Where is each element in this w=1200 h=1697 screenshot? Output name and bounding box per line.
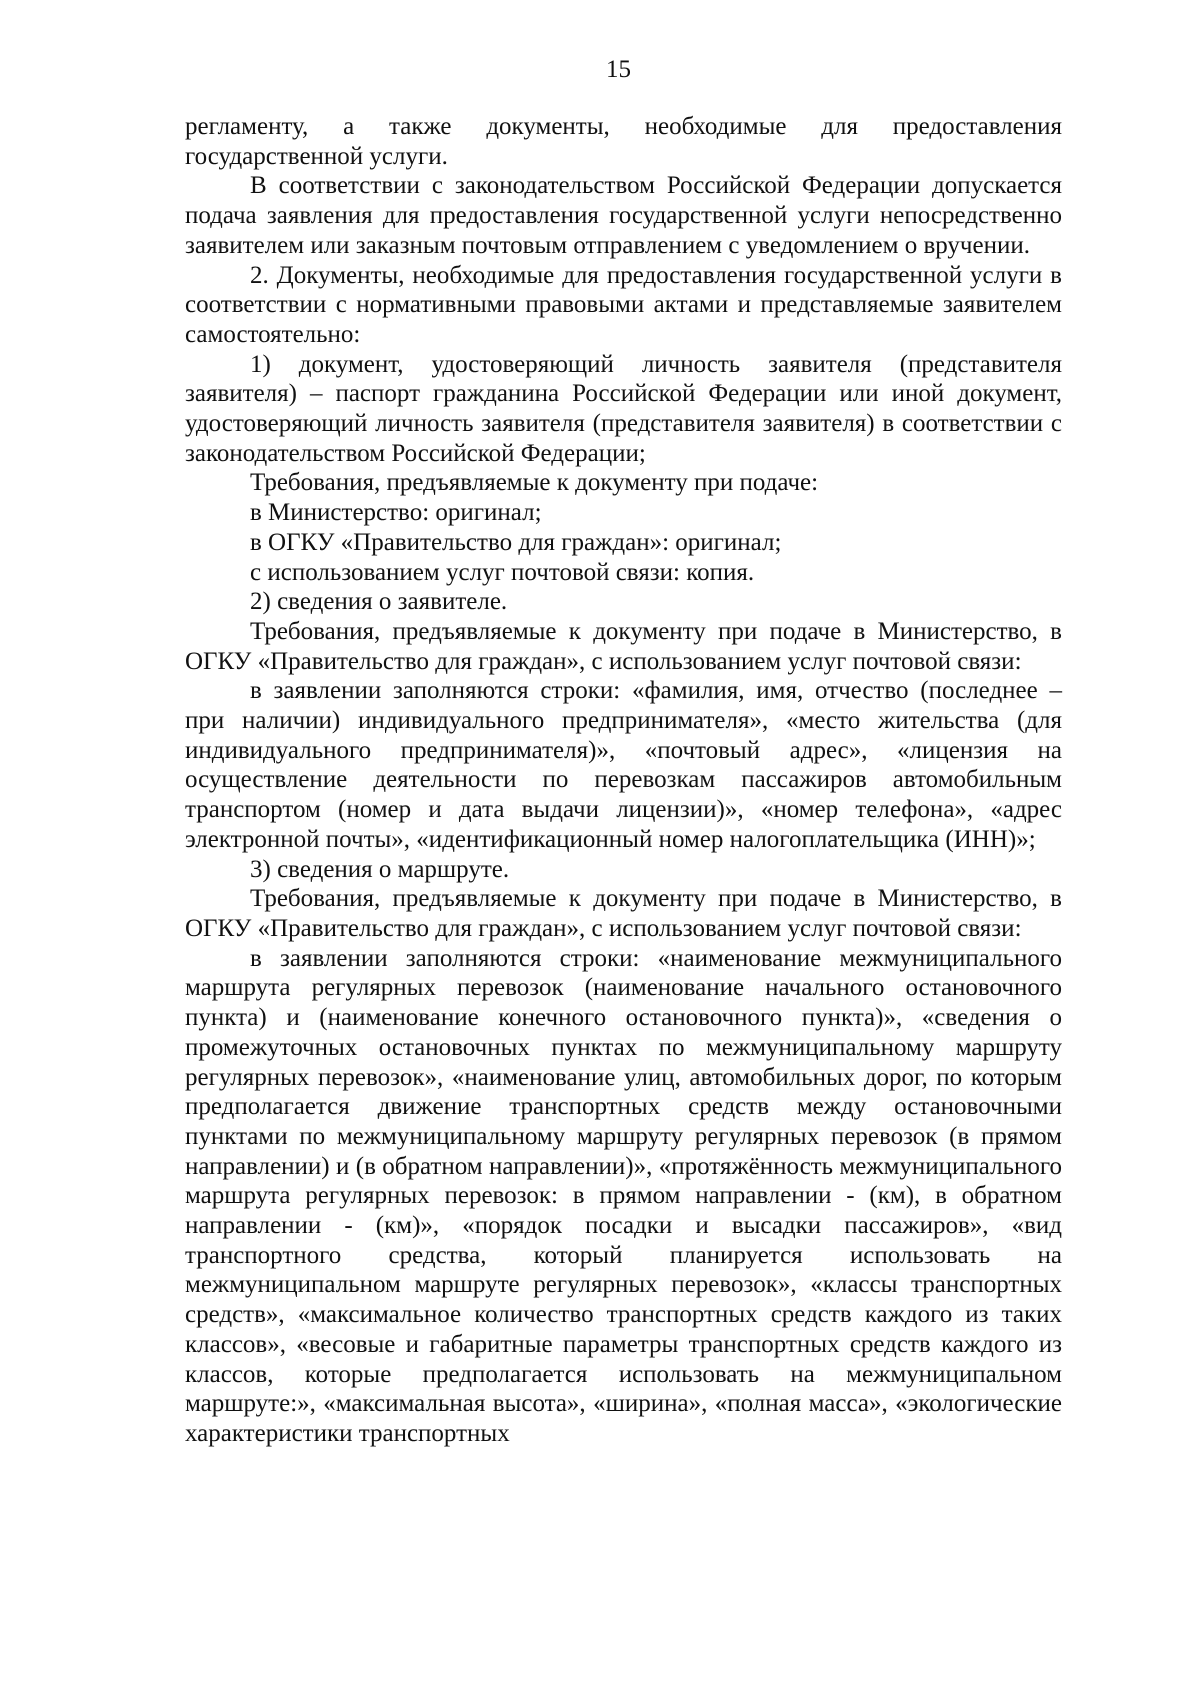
document-body [185,112,1062,1449]
paragraph-applicant-fields: в заявлении заполняются строки: «фамилия, имя, отчество (последнее – при наличии) индивидуального предпринимателя», «место жительства (для индивидуального предпринимателя)», «почтовый адрес», «лицензия на осуществление деятельности по перевозкам пассажиров автомобильным транспортом (номер и дата выдачи лицензии)», «номер телефона», «адрес электронной почты», «идентификационный номер налогоплательщика (ИНН)»; [185,677,1062,853]
paragraph-identity-document: 1) документ, удостоверяющий личность заявителя (представителя заявителя) – паспорт гражданина Российской Федерации или иной документ, удостоверяющий личность заявителя (представителя заявителя) в соответствии с законодательством Российской Федерации; [185,350,1062,467]
paragraph-route-fields: в заявлении заполняются строки: «наименование межмуниципального маршрута регулярных перевозок (наименование начального остановочного пункта) и (наименование конечного остановочного пункта)», «сведения о промежуточных остановочных пунктах по межмуниципальному маршруту регулярных перевозок», «наименование улиц, автомобильных дорог, по которым предполагается движение транспортных средств между остановочными пунктами по межмуниципальному маршруту регулярных перевозок (в прямом направлении) и (в обратном направлении)», «протяжённость межмуниципального маршрута регулярных перевозок: в прямом направлении - (км), в обратном направлении - (км)», «порядок посадки и высадки пассажиров», «вид транспортного средства, который планируется использовать на межмуниципальном маршруте регулярных перевозок», «классы транспортных средств», «максимальное количество транспортных средств каждого из таких классов», «весовые и габаритные параметры транспортных средств каждого из классов, которые предполагается использовать на межмуниципальном маршруте:», «максимальная высота», «ширина», «полная масса», «экологические характеристики транспортных [185,944,1062,1447]
page-number: 15 [606,56,631,83]
paragraph-requirements-route: Требования, предъявляемые к документу при подаче в Министерство, в ОГКУ «Правительство для граждан», с использованием услуг почтовой связи: [185,885,1062,942]
paragraph-ministry-original: в Министерство: оригинал; [250,499,542,527]
paragraph-applicant-info: 2) сведения о заявителе. [250,588,508,616]
paragraph-item-2-documents: 2. Документы, необходимые для предоставления государственной услуги в соответствии с нормативными правовыми актами и представляемые заявителем самостоятельно: [185,261,1062,348]
paragraph-submission-methods: В соответствии с законодательством Российской Федерации допускается подача заявления для предоставления государственной услуги непосредственно заявителем или заказным почтовым отправлением с уведомлением о вручении. [185,172,1062,259]
paragraph-postal-copy: с использованием услуг почтовой связи: копия. [250,558,755,586]
paragraph-requirements-heading: Требования, предъявляемые к документу при подаче: [250,469,819,497]
paragraph-route-info: 3) сведения о маршруте. [250,855,510,883]
paragraph-continuation: регламенту, а также документы, необходимые для предоставления государственной услуги. [185,113,1062,170]
paragraph-ogku-original: в ОГКУ «Правительство для граждан»: оригинал; [250,528,782,556]
paragraph-requirements-applicant: Требования, предъявляемые к документу при подаче в Министерство, в ОГКУ «Правительство для граждан», с использованием услуг почтовой связи: [185,617,1062,675]
